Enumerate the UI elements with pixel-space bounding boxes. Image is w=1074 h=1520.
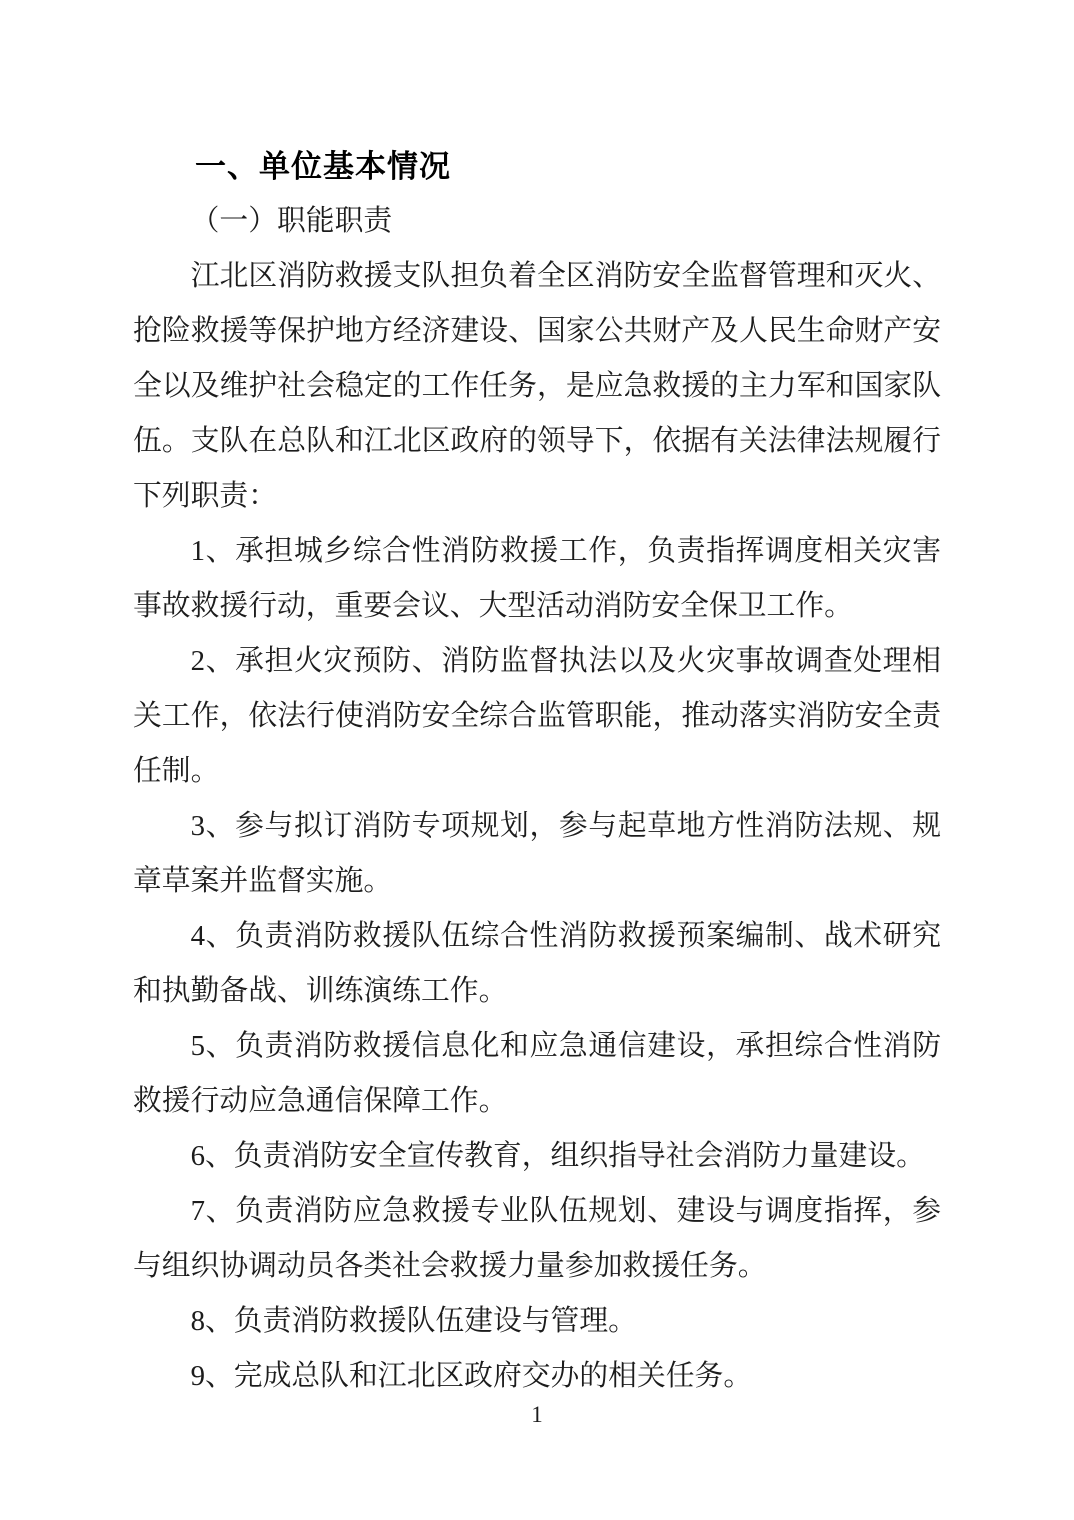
paragraph-duty-4: 4、负责消防救援队伍综合性消防救援预案编制、战术研究和执勤备战、训练演练工作。 [133, 920, 941, 1007]
paragraph-duty-1: 1、承担城乡综合性消防救援工作，负责指挥调度相关灾害事故救援行动，重要会议、大型活动消防安全保卫工作。 [133, 535, 941, 622]
subsection-heading: （一）职能职责 [190, 205, 393, 237]
paragraph-duty-7: 7、负责消防应急救援专业队伍规划、建设与调度指挥，参与组织协调动员各类社会救援力量参加救援任务。 [133, 1195, 941, 1282]
paragraph-duty-2: 2、承担火灾预防、消防监督执法以及火灾事故调查处理相关工作，依法行使消防安全综合监管职能，推动落实消防安全责任制。 [133, 645, 941, 787]
paragraph-duty-8: 8、负责消防救援队伍建设与管理。 [190, 1305, 637, 1337]
paragraph-duty-9: 9、完成总队和江北区政府交办的相关任务。 [190, 1360, 753, 1392]
section-heading: 一、单位基本情况 [195, 149, 451, 184]
paragraph-duty-3: 3、参与拟订消防专项规划，参与起草地方性消防法规、规章草案并监督实施。 [133, 810, 941, 897]
page-number: 1 [531, 1402, 543, 1427]
document-content [133, 139, 941, 1404]
paragraph-duty-6: 6、负责消防安全宣传教育，组织指导社会消防力量建设。 [190, 1140, 925, 1172]
paragraph-intro: 江北区消防救援支队担负着全区消防安全监督管理和灭火、抢险救援等保护地方经济建设、国家公共财产及人民生命财产安全以及维护社会稳定的工作任务，是应急救援的主力军和国家队伍。支队在总队和江北区政府的领导下，依据有关法律法规履行下列职责： [133, 260, 941, 512]
paragraph-duty-5: 5、负责消防救援信息化和应急通信建设，承担综合性消防救援行动应急通信保障工作。 [133, 1030, 941, 1117]
